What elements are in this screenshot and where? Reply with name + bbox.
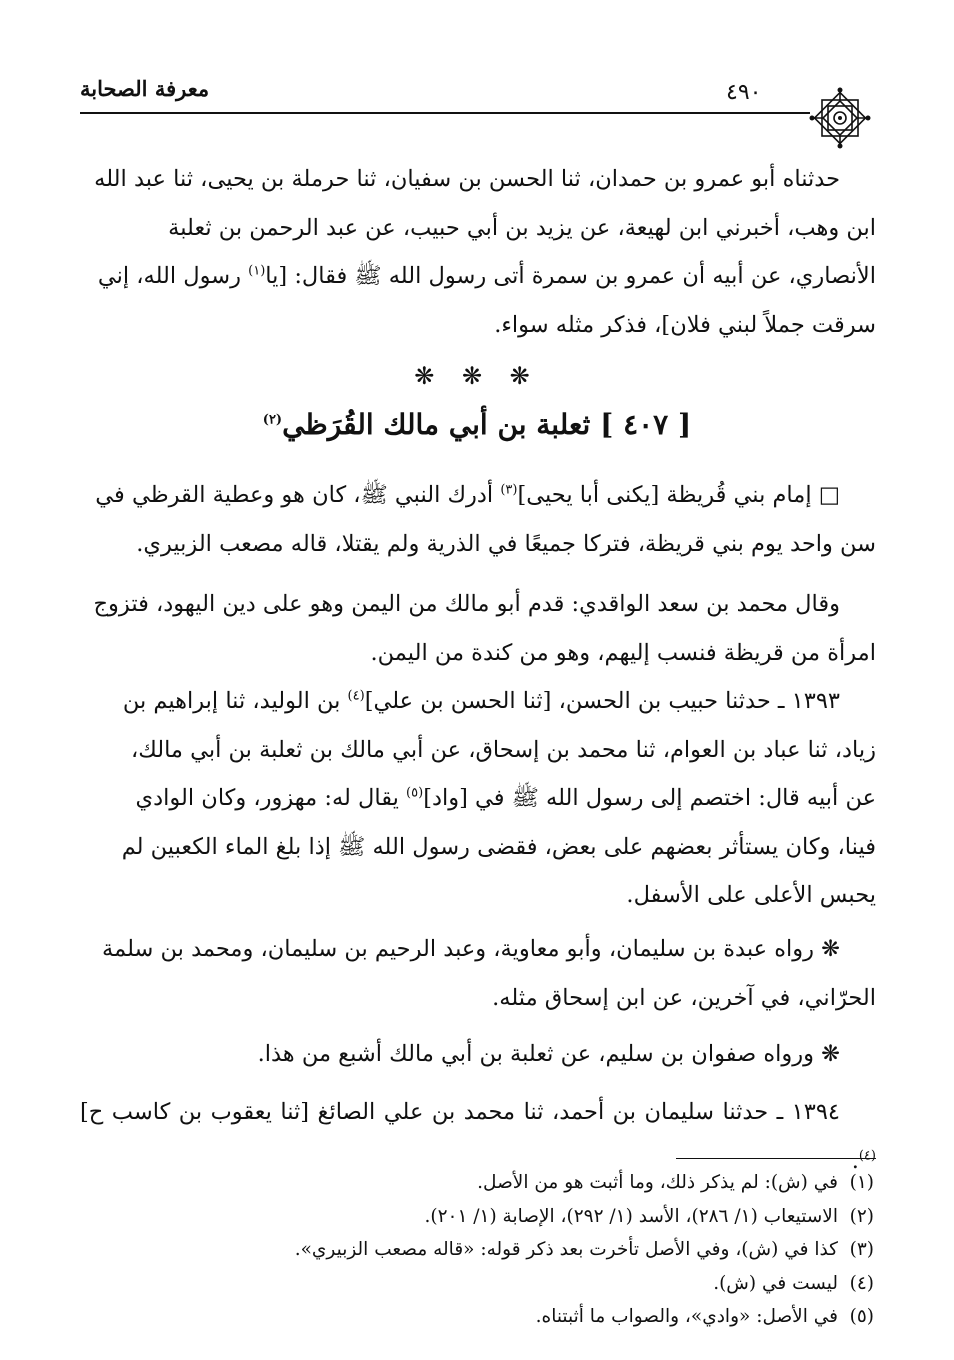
entry-title: [ ٤٠٧ ] ثعلبة بن أبي مالك القُرَظي — [282, 408, 692, 441]
footnote-ref: (٥) — [406, 785, 424, 801]
ornament-star-icon — [808, 86, 872, 150]
text-fragment: ١٣٩٤ ـ حدثنا سليمان بن أحمد، ثنا محمد بن علي الصائغ [ثنا يعقوب بن كاسب ح] — [80, 1099, 840, 1125]
footnote-number: (٢) — [849, 1205, 874, 1227]
footnote-number: (٥) — [849, 1306, 874, 1327]
footnote-divider — [676, 1158, 876, 1159]
biography-paragraph — [80, 471, 876, 568]
footnote-ref: (٤) — [858, 1148, 876, 1163]
footnote-ref: (٢) — [262, 412, 283, 428]
text-line: ❋ ورواه صفوان بن سليم، عن ثعلبة بن أبي مالك أشبع من هذا. — [257, 1041, 840, 1067]
text-fragment: أدرك النبي ﷺ، كان هو وعطية القرظي في — [95, 482, 501, 508]
text-fragment: بن الوليد، ثنا إبراهيم بن — [122, 688, 348, 714]
text-fragment: يقال له: مهزور، وكان الوادي — [135, 785, 407, 811]
text-line: سن واحد يوم بني قريظة، فتركا جميعًا في الذرية ولم يقتلا، قاله مصعب الزبيري. — [136, 530, 876, 557]
hadith-1393 — [80, 677, 876, 920]
text-fragment: . — [851, 1147, 859, 1174]
header-divider — [80, 112, 810, 114]
footnote — [78, 1267, 874, 1301]
footnote — [78, 1166, 874, 1200]
waqidi-paragraph — [80, 580, 876, 677]
riwaya-paragraph — [80, 925, 876, 1022]
text-line: وقال محمد بن سعد الواقدي: قدم أبو مالك من اليمن وهو على دين اليهود، فتزوج — [93, 591, 840, 617]
text-line: ابن وهب، أخبرني ابن لهيعة، عن يزيد بن أبي حبيب، عن عبد الرحمن بن ثعلبة — [168, 214, 876, 241]
footnote-text: كذا في (ش)، وفي الأصل تأخرت بعد ذكر قوله: «قاله مصعب الزبيري». — [294, 1239, 838, 1260]
footnote-ref: (١) — [248, 263, 266, 279]
text-line — [80, 471, 876, 520]
footnote-text: الاستيعاب (١/ ٢٨٦)، الأسد (١/ ٢٩٢)، الإصابة (١/ ٢٠١). — [424, 1205, 838, 1227]
running-header-book-title: معرفة الصحابة — [80, 76, 210, 101]
text-line: ❋ رواه عبدة بن سليمان، وأبو معاوية، وعبد الرحيم بن سليمان، ومحمد بن سلمة — [102, 936, 840, 962]
text-line: يحبس الأعلى على الأسفل. — [626, 882, 876, 908]
footnote-number: (٣) — [849, 1239, 874, 1260]
footnotes — [78, 1166, 874, 1334]
text-fragment: عن أبيه قال: اختصم إلى رسول الله ﷺ في [واد] — [423, 785, 876, 811]
text-fragment: ١٣٩٣ ـ حدثنا حبيب بن الحسن، [ثنا الحسن بن علي] — [364, 688, 840, 714]
page-number: ٤٩٠ — [726, 80, 762, 105]
footnote-ref: (٤) — [347, 688, 365, 704]
riwaya-paragraph — [80, 1030, 876, 1079]
footnote — [78, 1233, 874, 1267]
footnote — [78, 1300, 874, 1334]
text-line: حدثناه أبو عمرو بن حمدان، ثنا الحسن بن سفيان، ثنا حرملة بن يحيى، ثنا عبد الله — [94, 166, 840, 192]
footnote-ref: (٣) — [500, 482, 518, 498]
text-fragment: الأنصاري، عن أبيه أن عمرو بن سمرة أتى رسول الله ﷺ فقال: [يا — [265, 263, 876, 289]
text-fragment: □ إمام بني قُريظة [يكنى أبا يحيى] — [517, 482, 840, 508]
footnote — [78, 1200, 874, 1234]
footnote-text: في (ش): لم يذكر ذلك، وما أثبت هو من الأصل. — [477, 1172, 838, 1193]
text-line: زياد، ثنا عباد بن العوام، ثنا محمد بن إسحاق، عن أبي مالك بن ثعلبة بن أبي مالك، — [130, 736, 876, 763]
footnote-text: ليست في (ش). — [713, 1272, 838, 1294]
text-line: فينا، وكان يستأثر بعضهم على بعض، فقضى رسول الله ﷺ إذا بلغ الماء الكعبين لم — [121, 833, 876, 860]
text-line — [80, 252, 876, 301]
footnote-text: في الأصل: «وادي»، والصواب ما أثبتناه. — [535, 1306, 838, 1327]
passage-top — [80, 155, 876, 349]
text-line: الحرّاني، في آخرين، عن ابن إسحاق مثله. — [492, 984, 876, 1011]
footnote-number: (٤) — [849, 1272, 874, 1294]
text-line — [80, 677, 876, 726]
section-divider: ❋ ❋ ❋ — [414, 362, 540, 390]
text-line — [80, 774, 876, 823]
text-fragment: رسول الله، إني — [97, 263, 249, 289]
text-line: امرأة من قريظة فنسب إليهم، وهو من كندة من اليمن. — [370, 639, 876, 666]
entry-heading — [0, 408, 954, 441]
text-line: سرقت جملاً لبني فلان]، فذكر مثله سواء. — [494, 311, 876, 338]
footnote-number: (١) — [849, 1172, 874, 1193]
